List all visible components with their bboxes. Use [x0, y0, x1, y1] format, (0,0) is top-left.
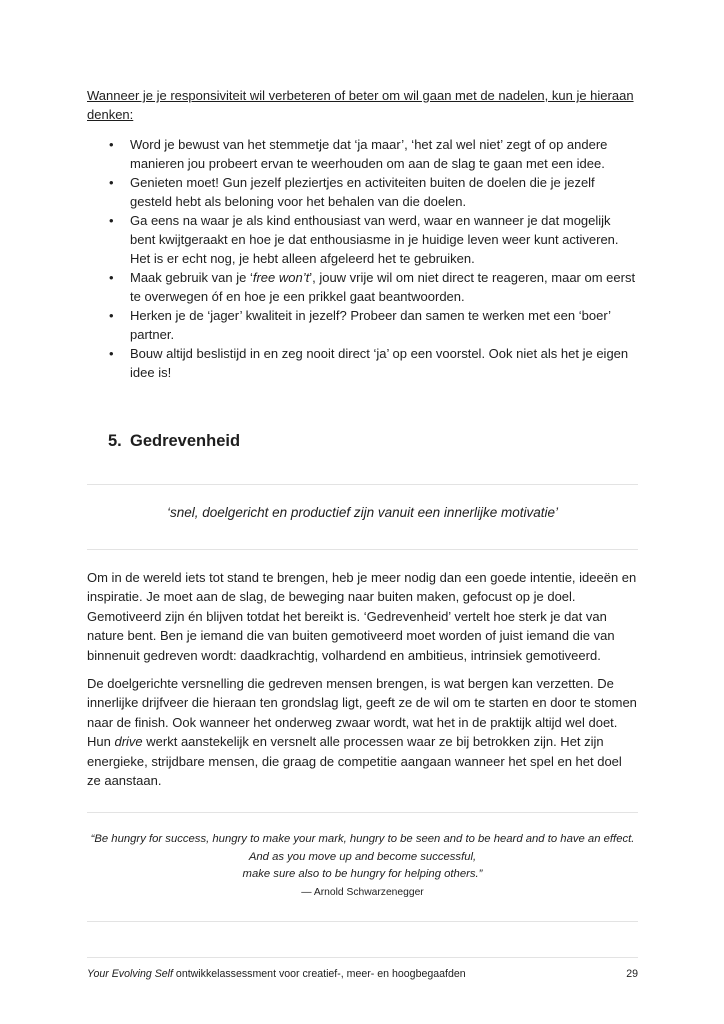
bullet-icon: •: [109, 346, 114, 361]
paragraph: Om in de wereld iets tot stand te brengen, heb je meer nodig dan een goede intentie, ideeën en inspiratie. Je moet aan de slag, de beweging naar buiten maken, gefocust op je doel. Gemotiveerd zijn én blijven totdat het bereikt is. ‘Gedrevenheid’ vertelt hoe sterk je dat van nature bent. Ben je iemand die van buiten gemotiveerd moet worden of juist iemand die van binnenuit gedreven wordt: daadkrachtig, volhardend en ambitieus, intrinsiek gemotiveerd.: [87, 570, 637, 663]
section-number: 5.: [108, 432, 122, 450]
footer-title: Your Evolving Self: [87, 968, 173, 980]
tips-list: [87, 135, 638, 382]
paragraph: De doelgerichte versnelling die gedreven mensen brengen, is wat bergen kan verzetten. De innerlijke drijfveer die hieraan ten grondslag ligt, geeft ze de wil om te starten en door te stomen naar de finish. Ook wanneer het onderweg zwaar wordt, wat het in de praktijk altijd wel doet. Hun drive werkt aanstekelijk en versnelt alle processen waar ze bij betrokken zijn. Het zijn energieke, strijdbare mensen, die graag de competitie aangaan wanneer het spel en het doel ze aanstaan.: [87, 676, 637, 789]
motto: ‘snel, doelgericht en productief zijn vanuit een innerlijke motivatie’: [167, 505, 558, 520]
quote-line: And as you move up and become successful,: [248, 850, 477, 863]
bullet-icon: •: [109, 308, 114, 323]
section-heading: [108, 432, 240, 451]
divider: [87, 921, 638, 922]
list-item: • Maak gebruik van je ‘free won’t’, jouw vrije wil om niet direct te reageren, maar om eerst te overwegen óf en hoe je een prikkel gaat beantwoorden.: [109, 270, 636, 304]
footer: [87, 967, 638, 981]
list-item: • Bouw altijd beslistijd in en zeg nooit direct ‘ja’ op een voorstel. Ook niet als het je eigen idee is!: [109, 346, 629, 380]
bullet-icon: •: [109, 175, 114, 190]
divider: [87, 484, 638, 485]
divider: [87, 549, 638, 550]
list-item: • Genieten moet! Gun jezelf pleziertjes en activiteiten buiten de doelen die je jezelf gesteld hebt als beloning voor het behalen van die doelen.: [109, 175, 595, 209]
quote-author: — Arnold Schwarzenegger: [301, 886, 424, 898]
list-item: • Ga eens na waar je als kind enthousiast van werd, waar en wanneer je dat mogelijk bent kwijtgeraakt en hoe je dat enthousiasme in je huidige leven weer kunt activeren. Het is er echt nog, je hebt alleen afgeleerd het te gebruiken.: [109, 213, 619, 266]
intro-text: Wanneer je je responsiviteit wil verbeteren of beter om wil gaan met de nadelen, kun je hieraan denken:: [87, 88, 634, 122]
bullet-icon: •: [109, 270, 114, 285]
footer-subtitle: ontwikkelassessment voor creatief-, meer- en hoogbegaafden: [172, 968, 466, 980]
list-item: • Word je bewust van het stemmetje dat ‘ja maar’, ‘het zal wel niet’ zegt of op andere manieren jou probeert ervan te weerhouden om aan de slag te gaan met een idee.: [109, 137, 608, 171]
quote-line: make sure also to be hungry for helping others.”: [242, 868, 483, 880]
footer-divider: [87, 957, 638, 958]
quote-line: “Be hungry for success, hungry to make your mark, hungry to be seen and to be heard and to have an effect.: [90, 833, 635, 845]
bullet-icon: •: [109, 137, 114, 152]
page-number: 29: [626, 968, 638, 980]
quote-block: [87, 831, 638, 901]
divider: [87, 812, 638, 813]
bullet-icon: •: [109, 213, 114, 228]
section-title: Gedrevenheid: [130, 432, 241, 450]
list-item: • Herken je de ‘jager’ kwaliteit in jezelf? Probeer dan samen te werken met een ‘boer’ partner.: [109, 308, 611, 342]
